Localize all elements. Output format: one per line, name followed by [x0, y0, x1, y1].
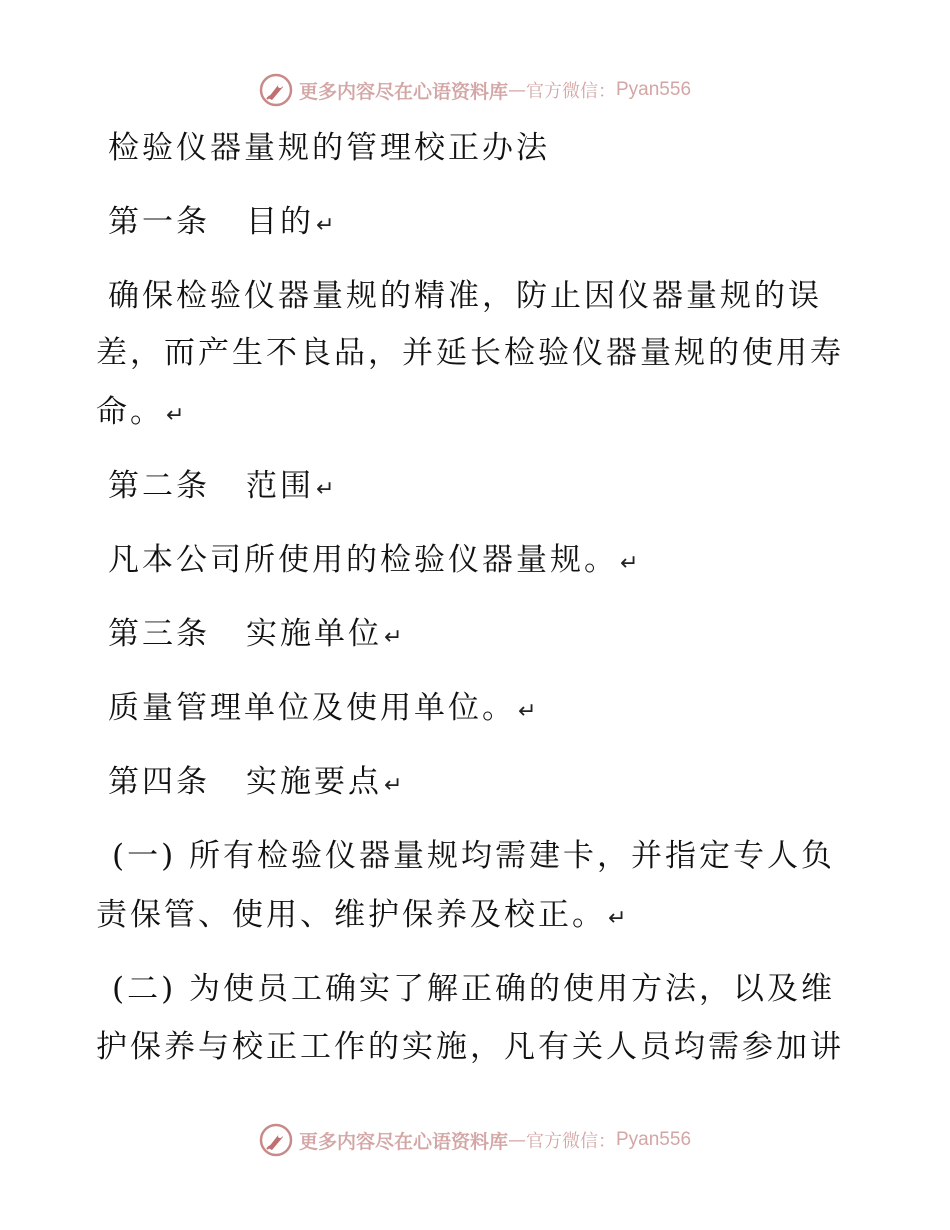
- paragraph-line: [96, 895, 626, 939]
- article-heading: [108, 466, 334, 510]
- paragraph-text: 责保管、使用、维护保养及校正。: [96, 897, 606, 933]
- paragraph-mark-icon: ↵: [316, 477, 335, 502]
- paragraph-line: [108, 276, 822, 316]
- paragraph-text: 确保检验仪器量规的精准，防止因仪器量规的误: [108, 278, 822, 314]
- paragraph-line: [96, 392, 184, 436]
- paragraph-text: 凡本公司所使用的检验仪器量规。: [108, 542, 618, 578]
- watermark-wechat-label: 官方微信：: [526, 81, 616, 102]
- article-number: 第一条: [108, 204, 210, 240]
- paragraph-line: [96, 333, 844, 373]
- paragraph-mark-icon: ↵: [518, 699, 537, 724]
- article-title: 实施单位: [246, 616, 382, 652]
- paragraph-line: [112, 969, 835, 1009]
- paragraph-mark-icon: ↵: [316, 213, 335, 238]
- paragraph-text: 质量管理单位及使用单位。: [108, 690, 516, 726]
- document-title: [108, 128, 550, 168]
- article-heading: [108, 614, 402, 658]
- article-title: 目的: [246, 204, 314, 240]
- paragraph-text: 命。: [96, 394, 164, 430]
- footer-watermark: [0, 1120, 950, 1160]
- paragraph-mark-icon: ↵: [384, 773, 403, 798]
- article-number: 第二条: [108, 468, 210, 504]
- paragraph-mark-icon: ↵: [620, 551, 639, 576]
- article-heading: [108, 202, 334, 246]
- paragraph-line: [108, 688, 536, 732]
- watermark-dash: —: [508, 79, 526, 101]
- paragraph-line: [108, 540, 638, 584]
- paragraph-text: 护保养与校正工作的实施，凡有关人员均需参加讲: [96, 1029, 844, 1065]
- paragraph-text: (一) 所有检验仪器量规均需建卡，并指定专人负: [112, 838, 836, 874]
- paragraph-text: 差，而产生不良品，并延长检验仪器量规的使用寿: [96, 335, 844, 371]
- paragraph-mark-icon: ↵: [608, 906, 627, 931]
- watermark-dash: —: [508, 1129, 526, 1151]
- paragraph-line: [96, 1027, 844, 1067]
- watermark-wechat-id: Pyan556: [616, 1129, 692, 1150]
- paragraph-text: (二) 为使员工确实了解正确的使用方法，以及维: [112, 971, 836, 1007]
- article-heading: [108, 762, 402, 806]
- article-number: 第三条: [108, 616, 210, 652]
- watermark-brand-text: 更多内容尽在心语资料库: [298, 80, 508, 103]
- paragraph-mark-icon: ↵: [166, 403, 185, 428]
- pen-nib-logo-icon: [259, 1123, 293, 1157]
- article-title: 范围: [246, 468, 314, 504]
- watermark-wechat-label: 官方微信：: [526, 1131, 616, 1152]
- article-number: 第四条: [108, 764, 210, 800]
- document-title-text: 检验仪器量规的管理校正办法: [108, 130, 550, 166]
- paragraph-mark-icon: ↵: [384, 625, 403, 650]
- watermark-wechat-id: Pyan556: [616, 79, 692, 100]
- watermark-brand-text: 更多内容尽在心语资料库: [298, 1130, 508, 1153]
- article-title: 实施要点: [246, 764, 382, 800]
- paragraph-line: [112, 836, 835, 876]
